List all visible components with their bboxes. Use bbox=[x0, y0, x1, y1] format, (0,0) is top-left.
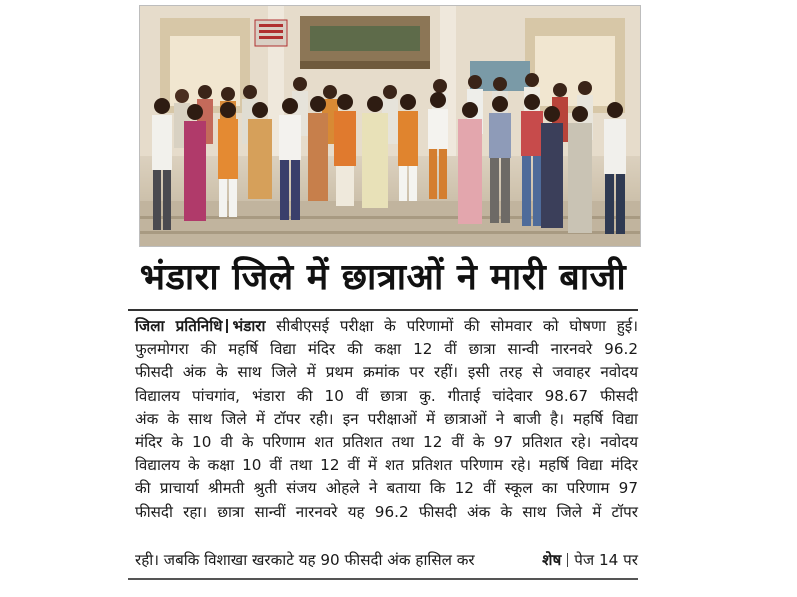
article-footer bbox=[135, 548, 638, 572]
bottom-rule bbox=[128, 578, 638, 580]
article-line: मंदिर के 10 वी के परिणाम शत प्रतिशत तथा 12 वीं के 97 प्रतिशत रहे। नवोदय bbox=[135, 433, 638, 452]
dateline: भंडारा bbox=[232, 317, 266, 335]
article-body bbox=[135, 315, 638, 524]
continued-separator bbox=[567, 553, 568, 567]
article-line: अंक के साथ जिले में टॉपर रही। इन परीक्षाओं में छात्राओं ने बाजी है। महर्षि विद्या bbox=[135, 409, 638, 428]
article-line: विद्यालय के कक्षा 10 वीं तथा 12 वीं में शत प्रतिशत परिणाम रहे। महर्षि विद्या मंदिर bbox=[135, 456, 638, 475]
group-photo-illustration bbox=[140, 6, 640, 246]
continued-label: शेष bbox=[542, 551, 562, 569]
group-photo bbox=[139, 5, 641, 247]
article-line: फीसदी रहा। छात्रा सान्वीं नारनवरे यह 96.2 फीसदी अंक के साथ जिले में टॉपर bbox=[135, 502, 638, 521]
headline-rule bbox=[128, 309, 638, 311]
byline-separator bbox=[226, 319, 228, 333]
article-line: की प्राचार्या श्रीमती श्रुती संजय ओहले ने बताया कि 12 वीं स्कूल का परिणाम 97 bbox=[135, 479, 638, 498]
article-line bbox=[135, 315, 638, 338]
article-line-text: सीबीएसई परीक्षा के परिणामों की सोमवार को घोषणा हुई। bbox=[276, 317, 638, 335]
article-last-line: रही। जबकि विशाखा खरकाटे यह 90 फीसदी अंक हासिल कर bbox=[135, 551, 475, 569]
article-line: फीसदी अंक के साथ जिले में प्रथम क्रमांक पर रहीं। इसी तरह से जवाहर नवोदय bbox=[135, 363, 638, 382]
article-line: फुलमोगरा की महर्षि विद्या मंदिर की कक्षा 12 वीं छात्रा सान्वी नारनवरे 96.2 bbox=[135, 340, 638, 359]
continued-note bbox=[542, 548, 638, 572]
continued-page: पेज 14 पर bbox=[574, 551, 638, 569]
byline: जिला प्रतिनिधि bbox=[135, 317, 223, 335]
article-line: विद्यालय पांचगांव, भंडारा की 10 वीं छात्रा कु. गीताई चांदेवार 98.67 फीसदी bbox=[135, 386, 638, 405]
headline: भंडारा जिले में छात्राओं ने मारी बाजी bbox=[139, 257, 627, 298]
